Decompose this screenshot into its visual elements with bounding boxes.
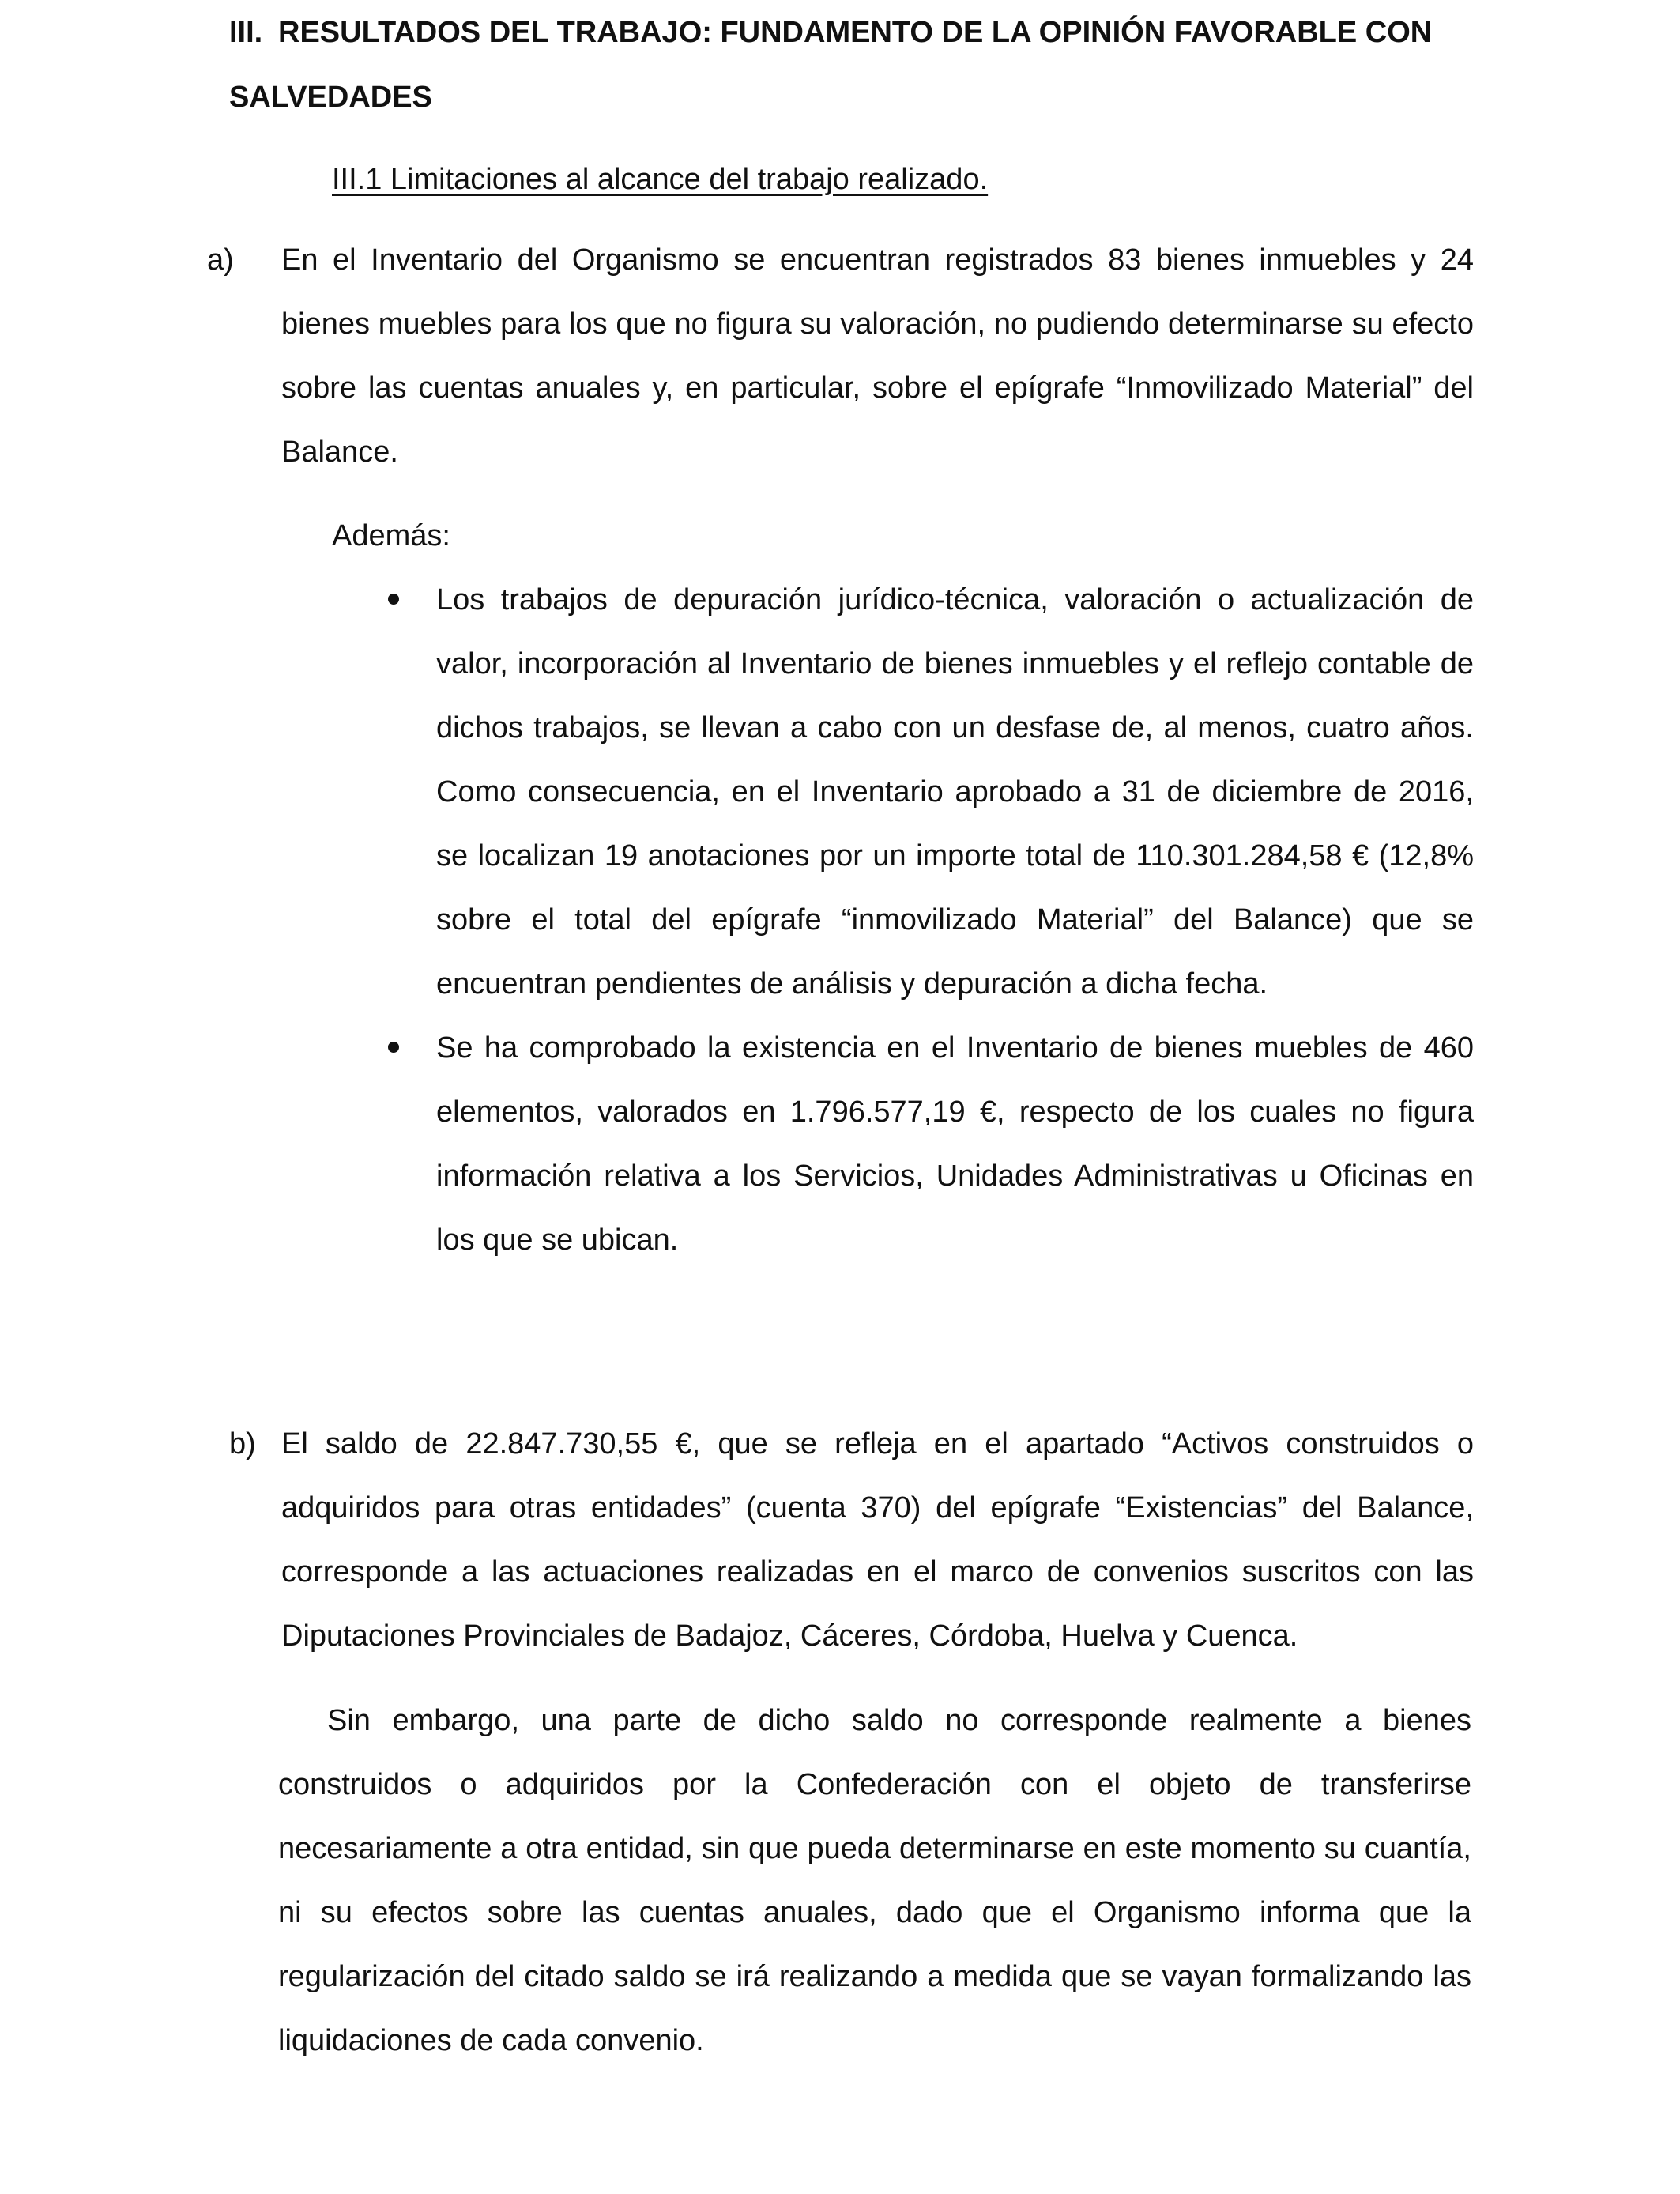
item-marker-b: b) [229,1427,256,1461]
item-text-b: El saldo de 22.847.730,55 €, que se refleja en el apartado “Activos construidos o adquiridos para otras entidades” (cuenta 370) del epígrafe “Existencias” del Balance, corresponde a las actuaciones realizadas en el marco de convenios suscritos con las Diputaciones Provinciales de Badajoz, Cáceres, Córdoba, Huelva y Cuenca. [281,1427,1474,1653]
ademas-label: Además: [332,519,450,552]
item-marker-a: a) [207,243,234,277]
section-number: III. [229,16,263,49]
section-title: RESULTADOS DEL TRABAJO: FUNDAMENTO DE LA OPINIÓN FAVORABLE CON SALVEDADES [229,16,1433,114]
list-item-a [202,228,1475,484]
section-heading [229,0,1494,130]
bullet-text: Los trabajos de depuración jurídico-técnica, valoración o actualización de valor, incorporación al Inventario de bienes inmuebles y el reflejo contable de dichos trabajos, se llevan a cabo con un desfase de, al menos, cuatro años. Como consecuencia, en el Inventario aprobado a 31 de diciembre de 2016, se localizan 19 anotaciones por un importe total de 110.301.284,58 € (12,8% sobre el total del epígrafe “inmovilizado Material” del Balance) que se encuentran pendientes de análisis y depuración a dicha fecha. [436,583,1474,1001]
bullet-item [371,1016,1474,1272]
bullet-text: Se ha comprobado la existencia en el Inventario de bienes muebles de 460 elementos, valorados en 1.796.577,19 €, respecto de los cuales no figura información relativa a los Servicios, Unidades Administrativas u Oficinas en los que se ubican. [436,1031,1474,1257]
bullet-dot-icon [388,1042,399,1053]
bullet-dot-icon [388,594,399,605]
list-item-b [229,1412,1475,1668]
paragraph-continuation: Sin embargo, una parte de dicho saldo no corresponde realmente a bienes construidos o adquiridos por la Confederación con el objeto de transferirse necesariamente a otra entidad, sin que pueda determinarse en este momento su cuantía, ni su efectos sobre las cuentas anuales, dado que el Organismo informa que la regularización del citado saldo se irá realizando a medida que se vayan formalizando las liquidaciones de cada convenio. [278,1704,1471,2057]
bullet-list [371,568,1474,1272]
subsection-heading: III.1 Limitaciones al alcance del trabajo realizado. [332,163,989,196]
bullet-item [371,568,1474,1016]
item-text-a: En el Inventario del Organismo se encuentran registrados 83 bienes inmuebles y 24 bienes muebles para los que no figura su valoración, no pudiendo determinarse su efecto sobre las cuentas anuales y, en particular, sobre el epígrafe “Inmovilizado Material” del Balance. [281,243,1474,469]
